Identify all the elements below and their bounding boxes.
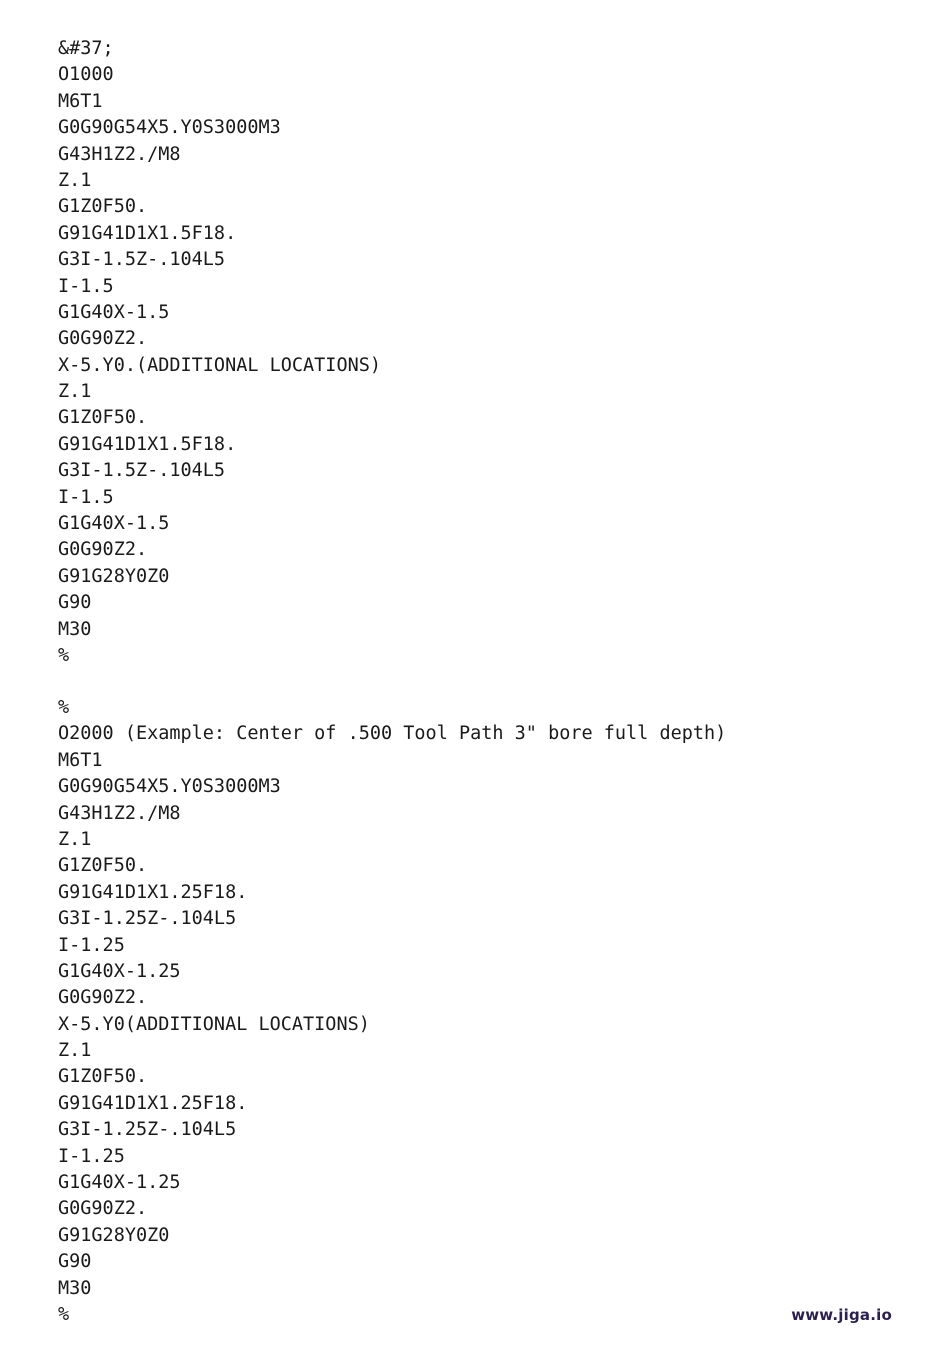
code-line: G91G41D1X1.25F18.: [58, 1092, 248, 1114]
code-line: G1Z0F50.: [58, 1066, 148, 1088]
code-line: G91G28Y0Z0: [58, 1224, 170, 1246]
code-line: G1G40X-1.5: [58, 513, 170, 535]
code-line: G1G40X-1.5: [58, 301, 170, 323]
gcode-program-o1000: [58, 36, 381, 669]
gcode-program-o2000: [58, 695, 726, 1328]
code-line: I-1.25: [58, 934, 125, 956]
code-line: I-1.5: [58, 275, 114, 297]
code-line: &#37;: [58, 38, 114, 59]
code-line: G91G28Y0Z0: [58, 565, 170, 587]
code-line: G1G40X-1.25: [58, 960, 181, 982]
code-line: Z.1: [58, 1040, 92, 1062]
code-line: G0G90G54X5.Y0S3000M3: [58, 776, 281, 798]
code-line: G1Z0F50.: [58, 196, 148, 218]
code-line: G3I-1.25Z-.104L5: [58, 1119, 237, 1141]
code-line: G3I-1.25Z-.104L5: [58, 908, 237, 930]
code-line: Z.1: [58, 381, 92, 403]
code-line: X-5.Y0(ADDITIONAL LOCATIONS): [58, 1013, 370, 1035]
code-line: G1G40X-1.25: [58, 1172, 181, 1194]
code-line: G3I-1.5Z-.104L5: [58, 460, 226, 482]
code-line: O1000: [58, 64, 114, 86]
code-line: M30: [58, 1277, 92, 1299]
code-line: M6T1: [58, 749, 103, 771]
code-line: G3I-1.5Z-.104L5: [58, 249, 226, 271]
code-line: G90: [58, 592, 92, 614]
code-line: G0G90Z2.: [58, 539, 148, 561]
code-line: Z.1: [58, 169, 92, 191]
code-line: G0G90Z2.: [58, 1198, 148, 1220]
code-line: G91G41D1X1.5F18.: [58, 433, 237, 455]
code-line: M6T1: [58, 90, 103, 112]
code-line: %: [58, 1303, 70, 1325]
footer-website-link[interactable]: www.jiga.io: [791, 1306, 892, 1324]
code-line: G43H1Z2./M8: [58, 143, 181, 165]
code-line: G90: [58, 1251, 92, 1273]
code-line: I-1.25: [58, 1145, 125, 1167]
code-line: I-1.5: [58, 486, 114, 508]
code-line: G43H1Z2./M8: [58, 802, 181, 824]
code-line: %: [58, 644, 70, 666]
code-line: G91G41D1X1.25F18.: [58, 881, 248, 903]
code-line: O2000 (Example: Center of .500 Tool Path 3" bore full depth): [58, 723, 727, 745]
code-line: %: [58, 697, 70, 718]
code-line: X-5.Y0.(ADDITIONAL LOCATIONS): [58, 354, 382, 376]
code-line: G1Z0F50.: [58, 407, 148, 429]
code-line: G0G90Z2.: [58, 328, 148, 350]
code-line: G0G90Z2.: [58, 987, 148, 1009]
code-line: Z.1: [58, 828, 92, 850]
code-line: G1Z0F50.: [58, 855, 148, 877]
code-line: G91G41D1X1.5F18.: [58, 222, 237, 244]
code-line: M30: [58, 618, 92, 640]
code-line: G0G90G54X5.Y0S3000M3: [58, 117, 281, 139]
